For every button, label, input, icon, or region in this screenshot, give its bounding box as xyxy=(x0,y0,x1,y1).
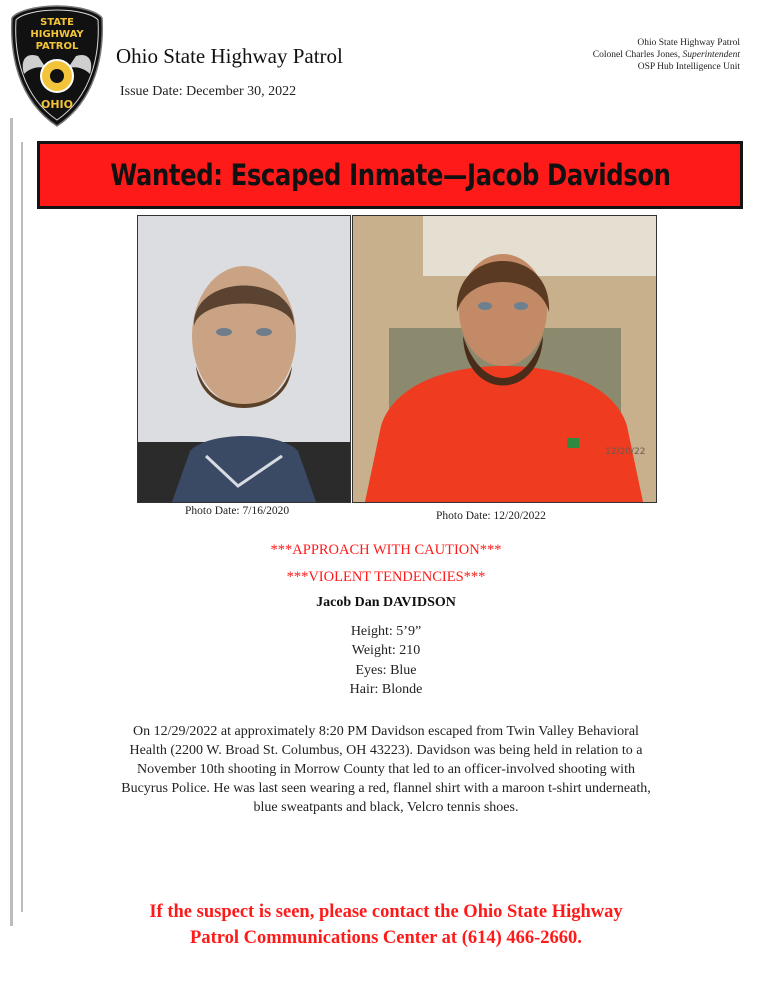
issue-date: Issue Date: December 30, 2022 xyxy=(120,84,297,99)
subject-hair: Hair: Blonde xyxy=(349,682,423,697)
superintendent-title: Superintendent xyxy=(682,50,740,60)
badge-text-state: STATE xyxy=(40,17,74,28)
header-right-block xyxy=(480,37,740,73)
contact-notice xyxy=(60,899,712,951)
header-right-line1: Ohio State Highway Patrol xyxy=(637,38,740,48)
subject-eyes: Eyes: Blue xyxy=(355,663,417,678)
agency-name: Ohio State Highway Patrol xyxy=(116,44,343,68)
wanted-banner-title: Wanted: Escaped Inmate—Jacob Davidson xyxy=(109,158,671,192)
superintendent-name: Colonel Charles Jones, xyxy=(592,50,683,60)
narrative-line: On 12/29/2022 at approximately 8:20 PM Davidson escaped from Twin Valley Behavioral xyxy=(133,724,639,739)
left-margin-rule-inner xyxy=(21,142,23,912)
subject-weight: Weight: 210 xyxy=(351,643,421,658)
violent-tendencies: ***VIOLENT TENDENCIES*** xyxy=(286,569,486,585)
contact-line1: If the suspect is seen, please contact the Ohio State Highway xyxy=(149,902,623,922)
narrative-line: November 10th shooting in Morrow County that led to an officer-involved shooting with xyxy=(137,762,635,777)
header-right-line3: OSP Hub Intelligence Unit xyxy=(637,62,740,72)
narrative-line: blue sweatpants and black, Velcro tennis shoes. xyxy=(253,800,519,815)
left-margin-rule xyxy=(10,118,13,926)
header-right-line2 xyxy=(480,49,740,61)
suspect-photo-2020 xyxy=(137,215,351,503)
wanted-banner xyxy=(37,141,743,209)
contact-line2: Patrol Communications Center at (614) 466-2660. xyxy=(190,928,582,948)
approach-with-caution: ***APPROACH WITH CAUTION*** xyxy=(270,542,502,558)
badge-text-ohio: OHIO xyxy=(40,98,74,111)
badge-text-patrol: PATROL xyxy=(35,41,79,52)
narrative-line: Bucyrus Police. He was last seen wearing a red, flannel shirt with a maroon t-shirt underneath, xyxy=(121,781,651,796)
photo-caption-2020: Photo Date: 7/16/2020 xyxy=(185,505,290,517)
photo-caption-2022: Photo Date: 12/20/2022 xyxy=(436,510,546,522)
badge-text-highway: HIGHWAY xyxy=(30,29,84,40)
subject-name: Jacob Dan DAVIDSON xyxy=(316,595,456,610)
escape-narrative xyxy=(60,722,712,817)
narrative-line: Health (2200 W. Broad St. Columbus, OH 43223). Davidson was being held in relation to a xyxy=(129,743,643,758)
ohsp-badge-logo xyxy=(10,4,104,128)
photo-date-stamp: 12/20/22 xyxy=(605,447,646,457)
suspect-photo-2022 xyxy=(352,215,657,503)
subject-height: Height: 5’9” xyxy=(350,624,422,639)
